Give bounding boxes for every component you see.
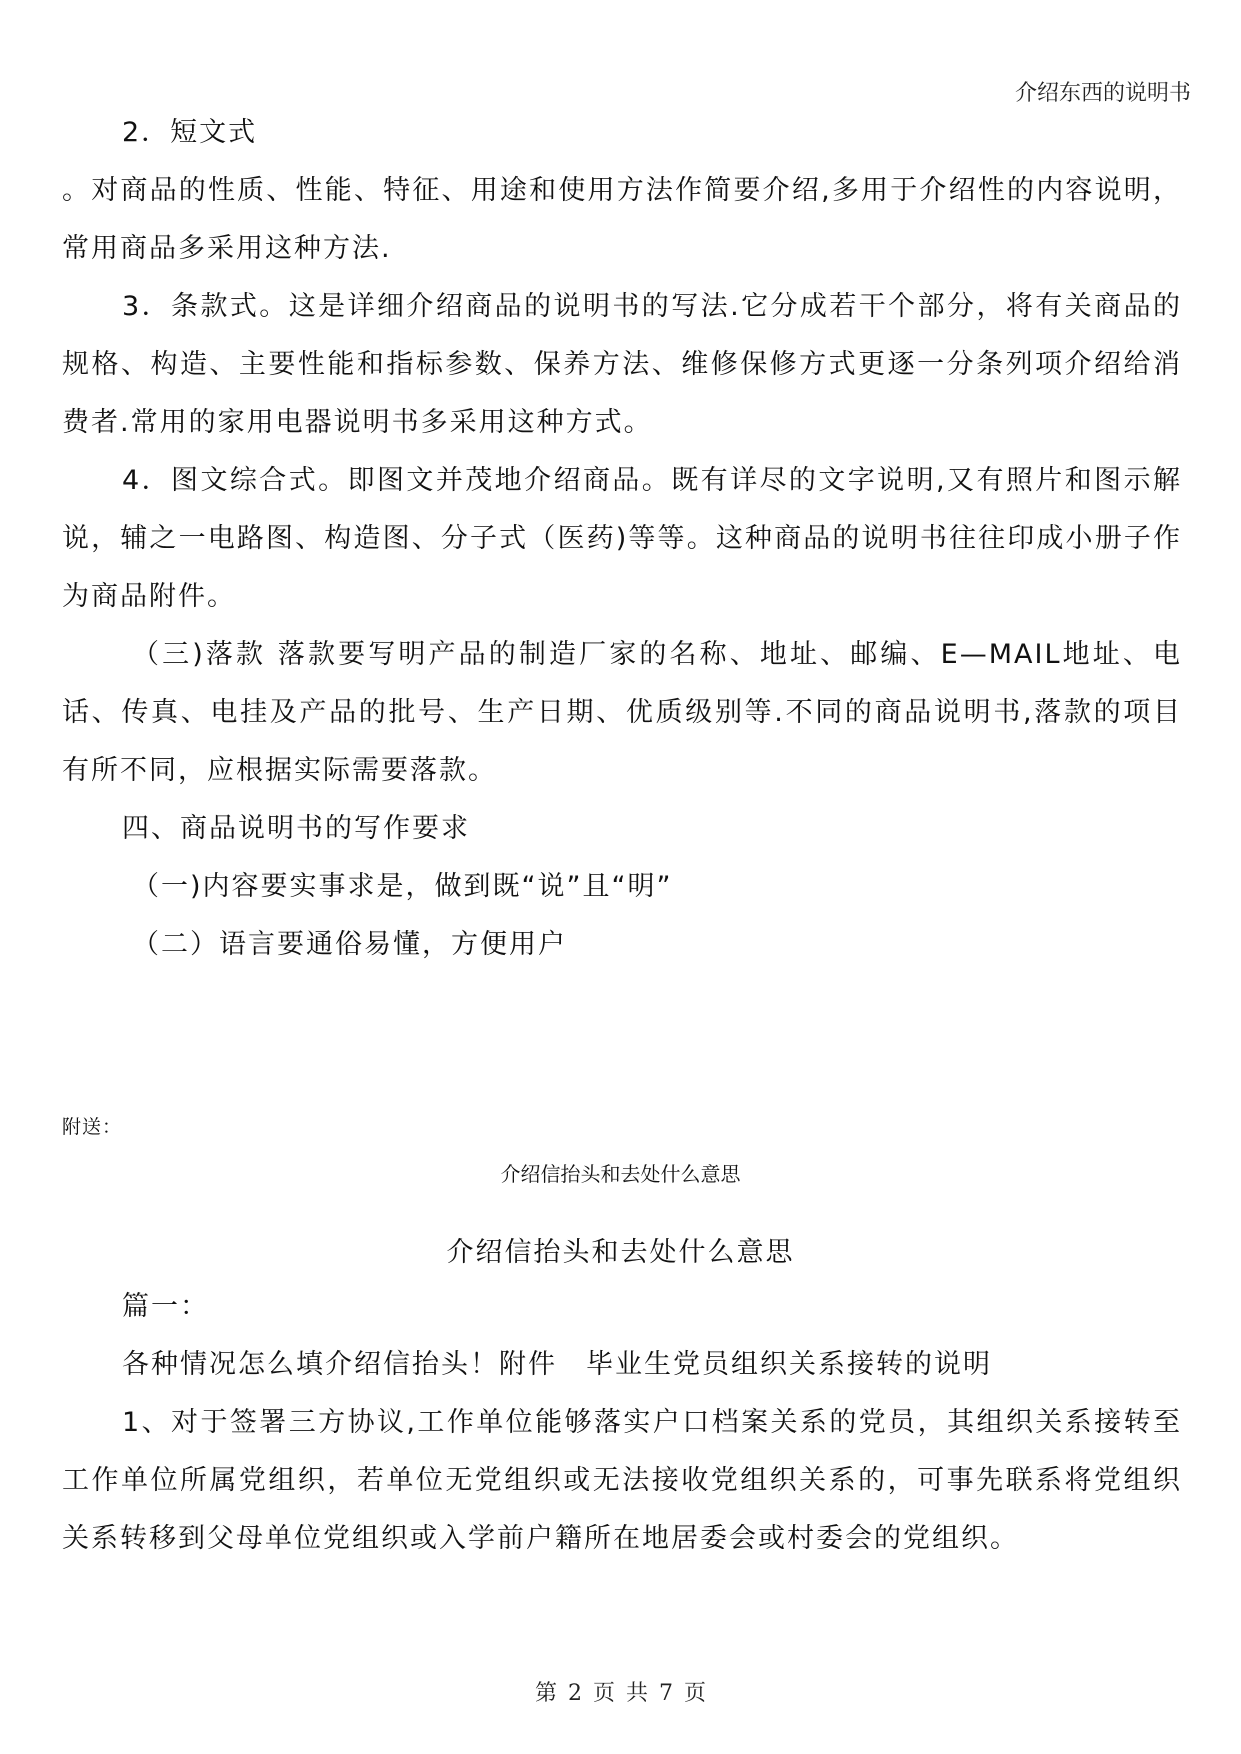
page-footer: 第 2 页 共 7 页 [535,1681,706,1706]
paragraph-requirement-1: （一)内容要实事求是，做到既“说”且“明” [132,871,673,902]
paragraph-signature: （三)落款 落款要写明产品的制造厂家的名称、地址、邮编、E—MAIL地址、电话、传真、电挂及产品的批号、生产日期、优质级别等.不同的商品说明书,落款的项目有所不同，应根据实际需要落款。 [62,639,1182,786]
paragraph-illustrated-form: 4．图文综合式。即图文并茂地介绍商品。既有详尽的文字说明,又有照片和图示解说，辅之一电路图、构造图、分子式（医药)等等。这种商品的说明书往往印成小册子作为商品附件。 [62,465,1182,612]
paragraph-requirement-2: （二）语言要通俗易懂，方便用户 [132,929,567,960]
paragraph-clause-form: 3．条款式。这是详细介绍商品的说明书的写法.它分成若干个部分，将有关商品的规格、构造、主要性能和指标参数、保养方法、维修保修方式更逐一分条列项介绍给消费者.常用的家用电器说明书多采用这种方式。 [62,291,1182,438]
attachment-subtitle: 介绍信抬头和去处什么意思 [500,1162,741,1186]
paragraph-short-form-desc: 。对商品的性质、性能、特征、用途和使用方法作简要介绍,多用于介绍性的内容说明，常用商品多采用这种方法. [62,175,1182,264]
paragraph-intro-heading: 各种情况怎么填介绍信抬头！附件 毕业生党员组织关系接转的说明 [122,1349,992,1380]
attachment-title: 介绍信抬头和去处什么意思 [446,1237,795,1268]
attachment-body [62,1278,1182,1568]
section-heading-requirements: 四、商品说明书的写作要求 [122,813,470,844]
paragraph-part-one: 篇一： [122,1291,209,1322]
paragraph-item-1: 1、对于签署三方协议,工作单位能够落实户口档案关系的党员，其组织关系接转至工作单位所属党组织，若单位无党组织或无法接收党组织关系的，可事先联系将党组织关系转移到父母单位党组织或入学前户籍所在地居委会或村委会的党组织。 [62,1407,1182,1554]
paragraph-short-form: 2．短文式 [122,117,258,148]
page-header: 介绍东西的说明书 [1014,81,1191,106]
attachment-label: 附送： [62,1116,123,1138]
document-body [62,104,1182,974]
